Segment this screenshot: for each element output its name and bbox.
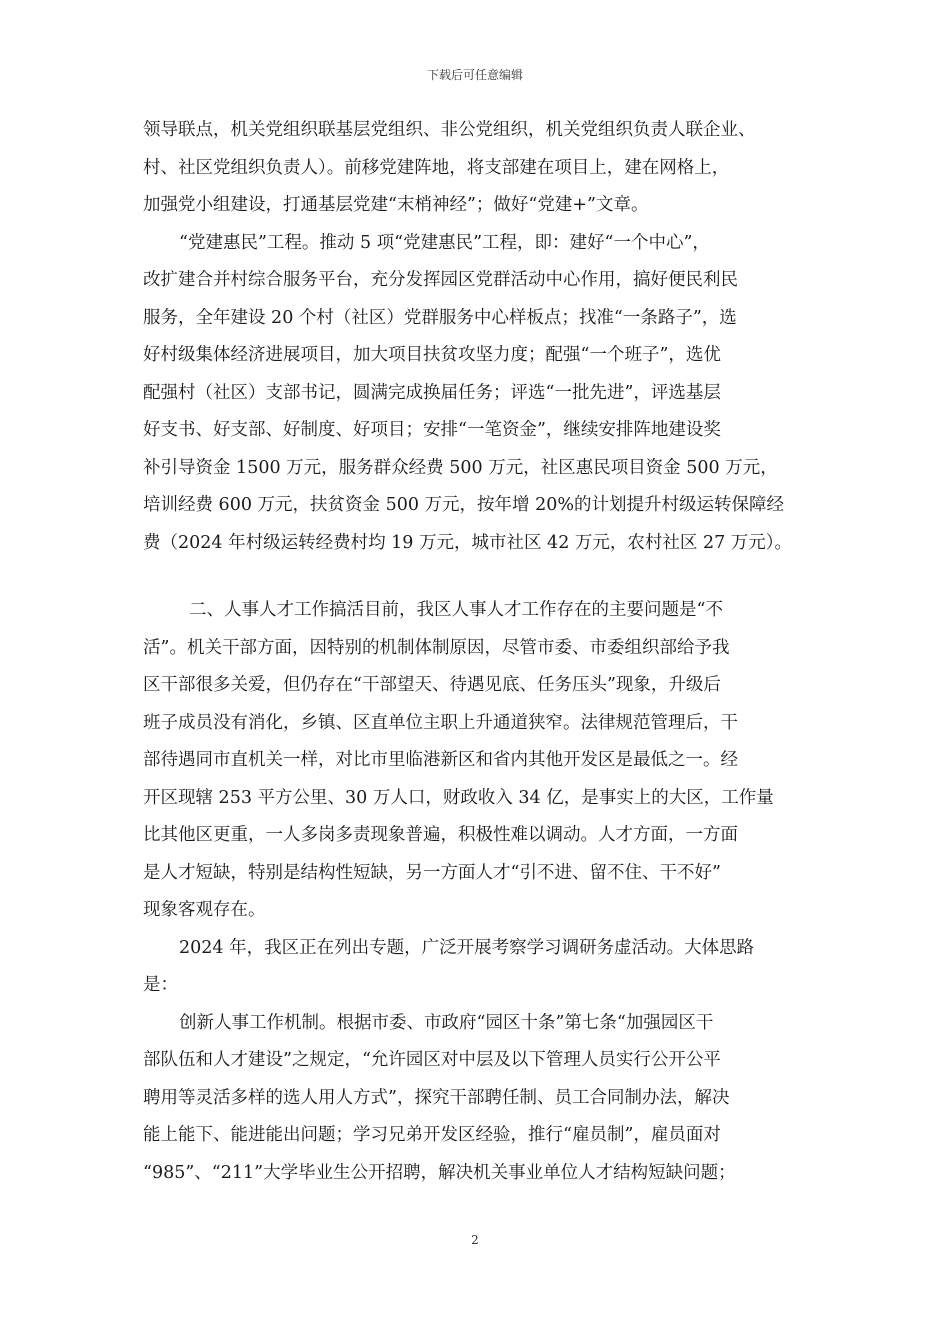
text-line: 能上能下、能进能出问题；学习兄弟开发区经验，推行“雇员制”，雇员面对 xyxy=(143,1125,721,1145)
section-heading-line: 二、人事人才工作搞活目前，我区人事人才工作存在的主要问题是“不 xyxy=(189,600,723,620)
text-line: 服务，全年建设 20 个村（社区）党群服务中心样板点；找准“一条路子”，选 xyxy=(143,307,737,328)
text-line: 区干部很多关爱，但仍存在“干部望天、待遇见底、任务压头”现象，升级后 xyxy=(143,675,721,695)
page-header: 下载后可任意编辑 xyxy=(426,68,523,82)
document-body xyxy=(143,112,809,1192)
text-line: 开区现辖 253 平方公里、30 万人口，财政收入 34 亿，是事实上的大区，工作量 xyxy=(143,787,774,808)
text-line: “985”、“211”大学毕业生公开招聘，解决机关事业单位人才结构短缺问题； xyxy=(143,1162,736,1183)
paragraph-personnel-talent xyxy=(143,592,809,930)
text-line: 好村级集体经济进展项目，加大项目扶贫攻坚力度；配强“一个班子”，选优 xyxy=(143,345,721,365)
text-line: 是人才短缺，特别是结构性短缺，另一方面人才“引不进、留不住、干不好” xyxy=(143,862,721,883)
text-line: 部待遇同市直机关一样，对比市里临港新区和省内其他开发区是最低之一。经 xyxy=(143,750,738,770)
text-line: 培训经费 600 万元，扶贫资金 500 万元，按年增 20%的计划提升村级运转保障经 xyxy=(143,495,785,515)
text-line: 聘用等灵活多样的选人用人方式”，探究干部聘任制、员工合同制办法，解决 xyxy=(143,1087,730,1108)
text-line: 2024 年，我区正在列出专题，广泛开展考察学习调研务虚活动。大体思路 xyxy=(179,937,755,958)
text-line: 费（2024 年村级运转经费村均 19 万元，城市社区 42 万元，农村社区 27 万元）。 xyxy=(143,532,793,553)
paragraph-2024-plan xyxy=(143,930,809,1005)
text-line: 班子成员没有消化，乡镇、区直单位主职上升通道狭窄。法律规范管理后，干 xyxy=(143,712,738,733)
text-line: 配强村（社区）支部书记，圆满完成换届任务；评选“一批先进”，评选基层 xyxy=(143,382,721,403)
page-number: 2 xyxy=(471,1233,479,1247)
text-line: 比其他区更重，一人多岗多责现象普遍，积极性难以调动。人才方面，一方面 xyxy=(143,825,738,845)
text-line: 领导联点，机关党组织联基层党组织、非公党组织，机关党组织负责人联企业、 xyxy=(143,120,756,140)
paragraph-spacer xyxy=(143,562,809,592)
paragraph-party-building-contacts xyxy=(143,112,809,225)
text-line: 补引导资金 1500 万元，服务群众经费 500 万元，社区惠民项目资金 500 万元， xyxy=(143,457,778,478)
paragraph-party-building-benefit xyxy=(143,225,809,563)
text-line: 活”。机关干部方面，因特别的机制体制原因，尽管市委、市委组织部给予我 xyxy=(143,637,730,658)
text-line: 好支书、好支部、好制度、好项目；安排“一笔资金”，继续安排阵地建设奖 xyxy=(143,420,721,440)
text-line: 部队伍和人才建设”之规定，“允许园区对中层及以下管理人员实行公开公平 xyxy=(143,1050,721,1070)
text-line: 加强党小组建设，打通基层党建“末梢神经”；做好“党建+”文章。 xyxy=(143,195,649,215)
text-line: 村、社区党组织负责人）。前移党建阵地，将支部建在项目上，建在网格上， xyxy=(143,157,730,178)
text-line: 是： xyxy=(143,975,178,995)
text-line: 创新人事工作机制。根据市委、市政府“园区十条”第七条“加强园区干 xyxy=(179,1012,714,1033)
text-line: 改扩建合并村综合服务平台，充分发挥园区党群活动中心作用，搞好便民利民 xyxy=(143,270,738,290)
text-line: 现象客观存在。 xyxy=(143,900,266,920)
text-line: “党建惠民”工程。推动 5 项“党建惠民”工程，即：建好“一个中心”， xyxy=(179,232,710,253)
paragraph-personnel-mechanism xyxy=(143,1005,809,1193)
